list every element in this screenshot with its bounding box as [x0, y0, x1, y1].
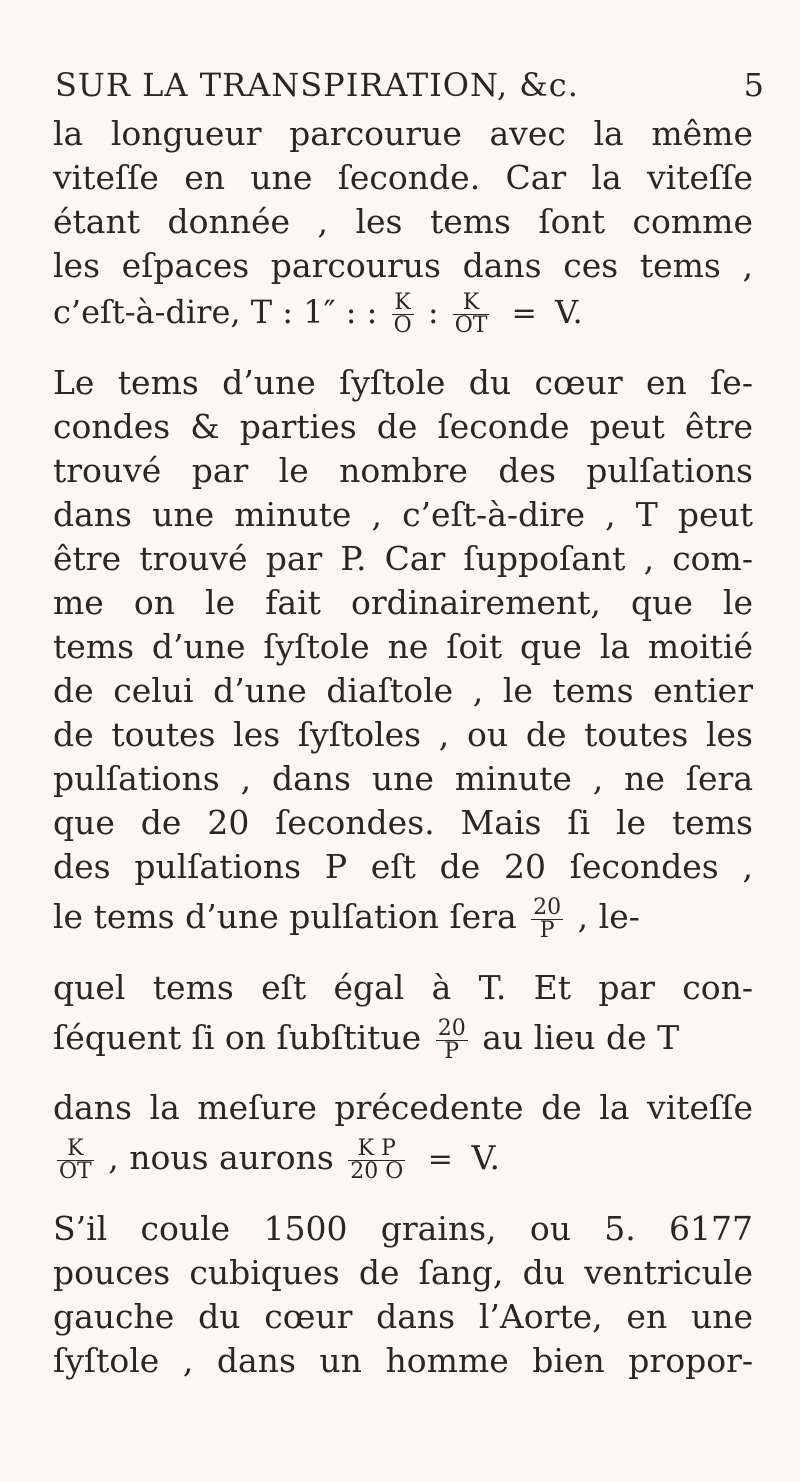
text-line: me on le fait ordinairement, que le	[53, 583, 753, 622]
text-line: les eſpaces parcourus dans ces tems ,	[53, 246, 753, 285]
text-line: étant donnée , les tems ſont comme	[53, 202, 753, 241]
fraction-numerator: K	[462, 290, 480, 315]
text-line: de celui d’une diaſtole , le tems entier	[53, 671, 753, 710]
text-span: au lieu de T	[482, 1018, 680, 1057]
text-line: condes & parties de ſeconde peut être	[53, 407, 753, 446]
text-line: quel tems eſt égal à T. Et par con-	[53, 968, 753, 1007]
text-line: être trouvé par P. Car ſuppoſant , com-	[53, 539, 753, 578]
formula-result: V.	[554, 293, 583, 331]
text-line: dans la meſure précedente de la viteſſe	[53, 1088, 753, 1127]
fraction	[348, 1135, 405, 1184]
formula-line	[53, 895, 753, 955]
text-span: ſéquent ſi on ſubſtitue	[53, 1018, 422, 1057]
fraction-numerator: K	[394, 290, 411, 315]
fraction-denominator: OT	[59, 1158, 92, 1184]
fraction-denominator: O	[393, 313, 412, 338]
equals-sign: =	[427, 1142, 453, 1177]
running-head	[55, 66, 765, 112]
text-line: pulſations , dans une minute , ne ſera	[53, 759, 753, 798]
text-span: , nous aurons	[108, 1138, 334, 1177]
fraction-numerator: K P	[357, 1135, 396, 1161]
page-number: 5	[743, 66, 765, 104]
running-title: SUR LA TRANSPIRATION, &c.	[55, 66, 579, 104]
text-span: , le-	[577, 897, 640, 936]
text-line: tems d’une ſyſtole ne ſoit que la moitié	[53, 627, 753, 666]
fraction-denominator: P	[531, 919, 563, 942]
text-line: ſyſtole , dans un homme bien propor-	[53, 1341, 753, 1380]
text-line: dans une minute , c’eſt-à-dire , T peut	[53, 495, 753, 534]
fraction-numerator: 20	[533, 894, 562, 920]
equals-sign: =	[511, 296, 537, 331]
formula-result: V.	[471, 1138, 500, 1177]
text-line: des pulſations P eſt de 20 ſecondes ,	[53, 847, 753, 886]
fraction-numerator: 20	[437, 1015, 466, 1041]
fraction	[531, 894, 563, 943]
text-line: la longueur parcourue avec la même	[53, 114, 753, 153]
text-line: Le tems d’une ſyſtole du cœur en ſe-	[53, 363, 753, 402]
ratio-colon: :	[427, 293, 439, 331]
text-line: pouces cubiques de ſang, du ventricule	[53, 1253, 753, 1292]
fraction-denominator: OT	[454, 313, 488, 338]
formula-text: c’eſt-à-dire, T : 1″ : :	[53, 293, 378, 331]
text-span: le tems d’une pulſation ſera	[53, 897, 517, 936]
formula-line	[53, 290, 753, 350]
formula-line	[53, 1136, 753, 1198]
fraction-denominator: 20 O	[350, 1158, 404, 1184]
text-line: viteſſe en une ſeconde. Car la viteſſe	[53, 158, 753, 197]
formula-line	[53, 1016, 753, 1076]
text-line: trouvé par le nombre des pulſations	[53, 451, 753, 490]
fraction	[57, 1135, 94, 1184]
text-line: de toutes les ſyſtoles , ou de toutes les	[53, 715, 753, 754]
fraction-numerator: K	[67, 1135, 84, 1161]
fraction-denominator: P	[436, 1040, 468, 1063]
fraction	[436, 1015, 468, 1064]
text-line: S’il coule 1500 grains, ou 5. 6177	[53, 1209, 753, 1248]
fraction	[392, 292, 414, 337]
text-line: gauche du cœur dans l’Aorte, en une	[53, 1297, 753, 1336]
text-line: que de 20 ſecondes. Mais ſi le tems	[53, 803, 753, 842]
fraction	[453, 292, 490, 337]
